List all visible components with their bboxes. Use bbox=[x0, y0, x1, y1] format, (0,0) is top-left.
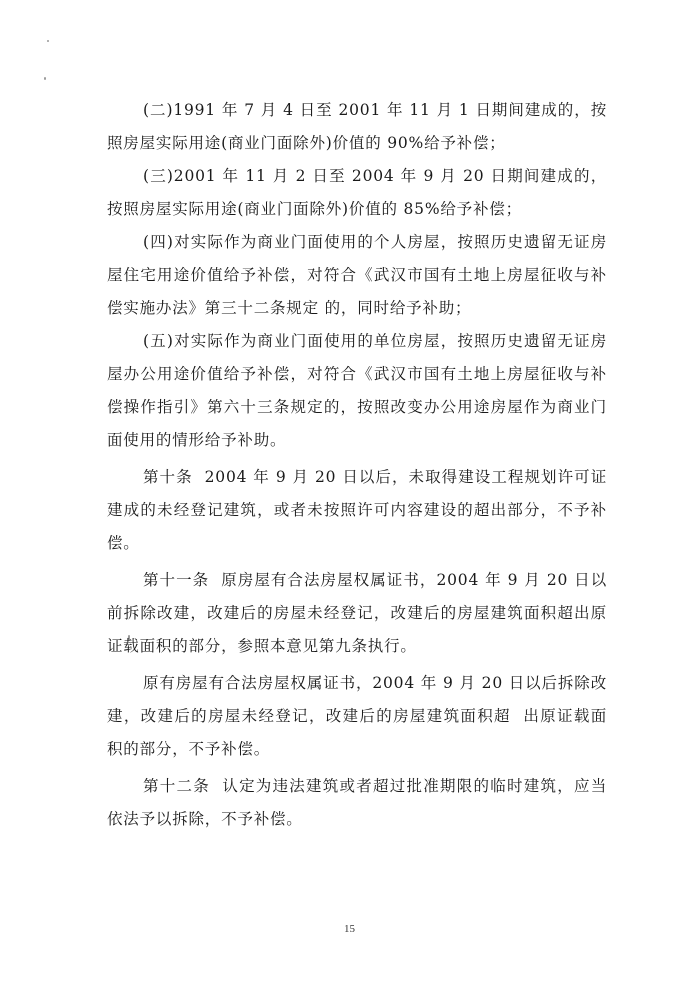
document-body bbox=[107, 94, 607, 836]
paragraph-article-12: 第十二条 认定为违法建筑或者超过批准期限的临时建筑，应当依法予以拆除，不予补偿。 bbox=[107, 777, 607, 828]
paragraph-article-11: 第十一条 原房屋有合法房屋权属证书，2004 年 9 月 20 日以前拆除改建，改建后的房屋未经登记，改建后的房屋建筑面积超出原证载面积的部分，参照本意见第九条执行。 bbox=[107, 571, 607, 655]
paragraph-article-11-continued: 原有房屋有合法房屋权属证书，2004 年 9 月 20 日以后拆除改建，改建后的房屋未经登记，改建后的房屋建筑面积超 出原证载面积的部分，不予补偿。 bbox=[107, 674, 607, 758]
page-number: 15 bbox=[344, 923, 355, 935]
paragraph-article-10: 第十条 2004 年 9 月 20 日以后，未取得建设工程规划许可证建成的未经登记建筑，或者未按照许可内容建设的超出部分，不予补偿。 bbox=[107, 468, 607, 552]
paragraph-item-2-compensation-90: (二)1991 年 7 月 4 日至 2001 年 11 月 1 日期间建成的，按照房屋实际用途(商业门面除外)价值的 90%给予补偿； bbox=[107, 101, 607, 152]
paragraph-item-5-unit-storefront: (五)对实际作为商业门面使用的单位房屋，按照历史遗留无证房屋办公用途价值给予补偿，对符合《武汉市国有土地上房屋征收与补偿操作指引》第六十三条规定的，按照改变办公用途房屋作为商业门面使用的情形给予补助。 bbox=[107, 332, 607, 449]
scan-speck-mark bbox=[44, 77, 46, 80]
paragraph-item-3-compensation-85: (三)2001 年 11 月 2 日至 2004 年 9 月 20 日期间建成的，按照房屋实际用途(商业门面除外)价值的 85%给予补偿； bbox=[107, 167, 607, 218]
paragraph-item-4-personal-storefront: (四)对实际作为商业门面使用的个人房屋，按照历史遗留无证房屋住宅用途价值给予补偿，对符合《武汉市国有土地上房屋征收与补偿实施办法》第三十二条规定 的，同时给予补助； bbox=[107, 233, 607, 317]
scan-speck-mark bbox=[47, 40, 49, 42]
